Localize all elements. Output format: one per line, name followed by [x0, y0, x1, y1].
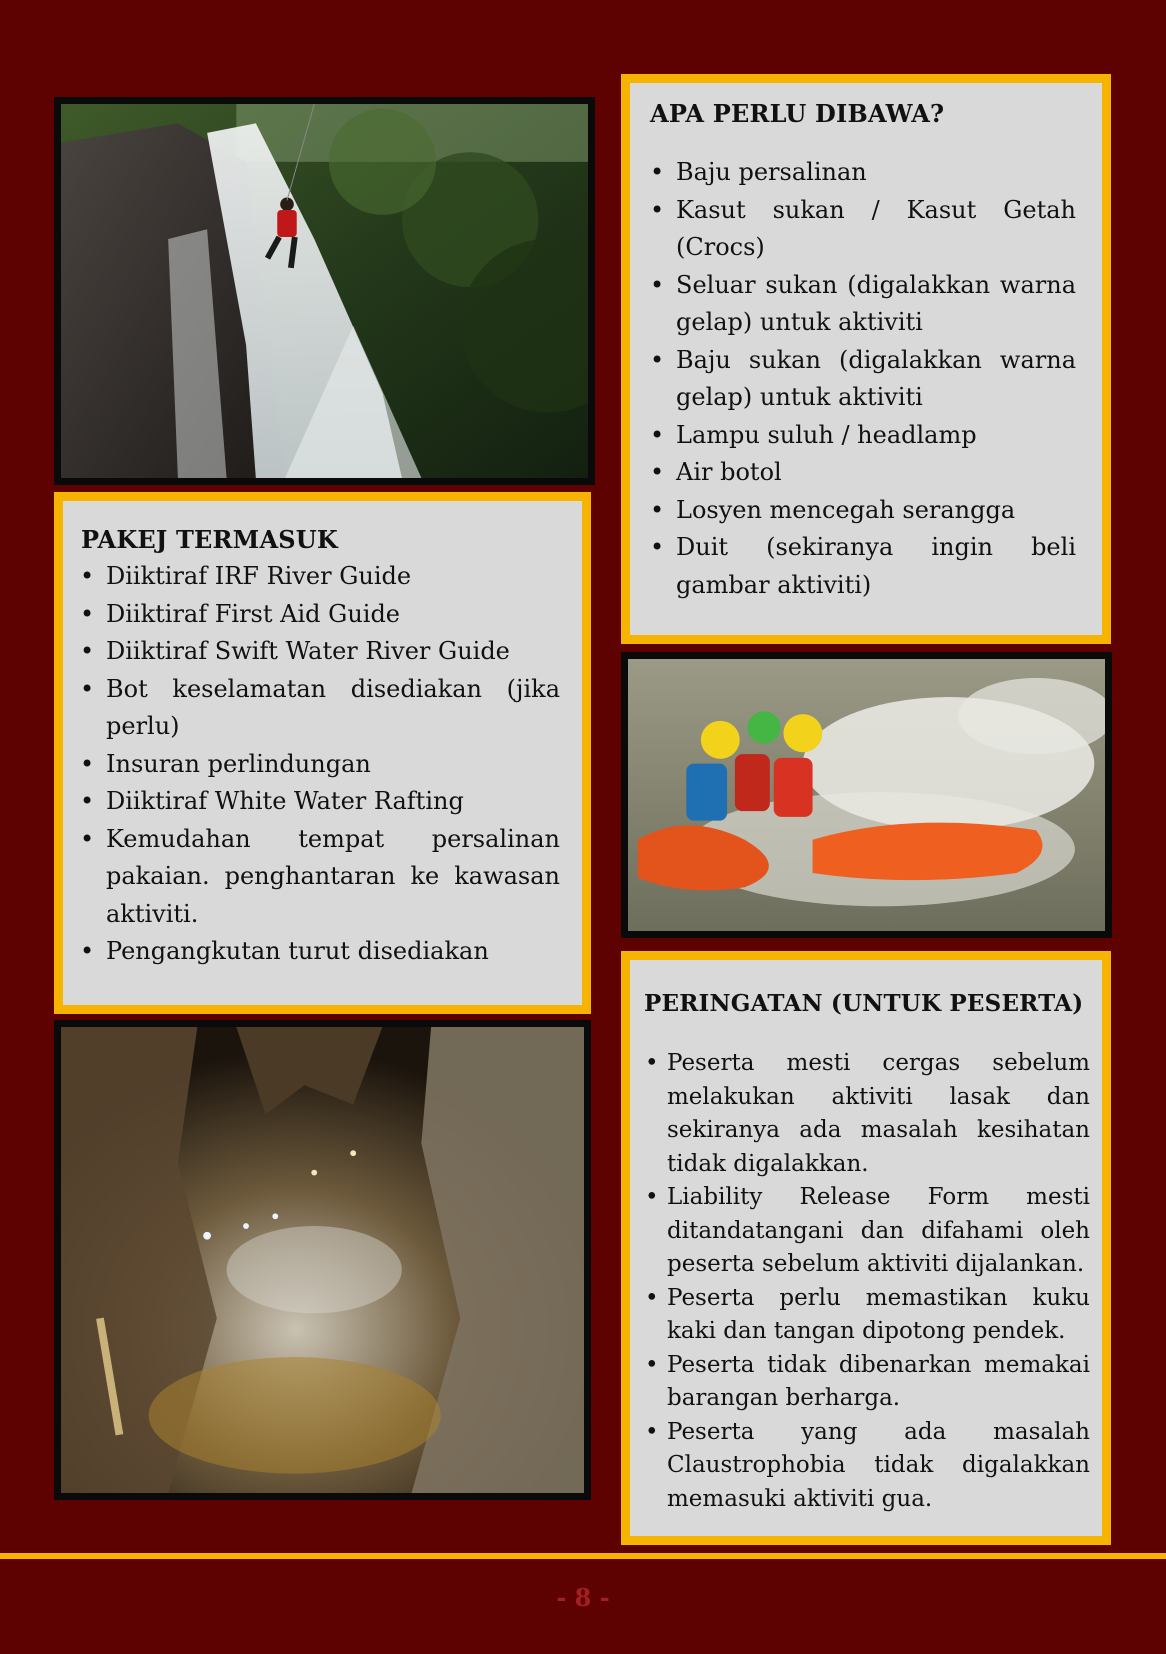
list-item: • Peserta perlu memastikan kuku kaki dan tangan dipotong pendek. [667, 1282, 1090, 1349]
white-water-rafting-photo [621, 652, 1112, 938]
page-number: - 8 - [556, 1583, 610, 1612]
participant-warnings-title: PERINGATAN (UNTUK PESERTA) [644, 990, 1084, 1017]
list-item: • Diiktiraf First Aid Guide [106, 596, 560, 634]
package-includes-box [54, 492, 591, 1014]
list-item: • Lampu suluh / headlamp [676, 417, 1076, 455]
list-item: • Diiktiraf IRF River Guide [106, 558, 560, 596]
list-item: • Diiktiraf White Water Rafting [106, 783, 560, 821]
participant-warnings-list [644, 1047, 1090, 1516]
list-item: • Liability Release Form mesti ditandatangani dan difahami oleh peserta sebelum aktiviti dijalankan. [667, 1181, 1090, 1282]
list-item: • Baju sukan (digalakkan warna gelap) untuk aktiviti [676, 342, 1076, 417]
list-item: • Losyen mencegah serangga [676, 492, 1076, 530]
list-item: • Kasut sukan / Kasut Getah (Crocs) [676, 192, 1076, 267]
list-item: • Duit (sekiranya ingin beli gambar aktiviti) [676, 529, 1076, 604]
package-includes-title: PAKEJ TERMASUK [81, 525, 338, 554]
cave-photo [54, 1020, 591, 1500]
list-item: • Peserta yang ada masalah Claustrophobia tidak digalakkan memasuki aktiviti gua. [667, 1416, 1090, 1517]
list-item: • Bot keselamatan disediakan (jika perlu) [106, 671, 560, 746]
list-item: • Peserta tidak dibenarkan memakai barangan berharga. [667, 1349, 1090, 1416]
list-item: • Insuran perlindungan [106, 746, 560, 784]
footer-divider [0, 1553, 1166, 1559]
items-to-bring-list [650, 154, 1076, 604]
list-item: • Pengangkutan turut disediakan [106, 933, 560, 971]
list-item: • Baju persalinan [676, 154, 1076, 192]
items-to-bring-box [621, 74, 1111, 644]
list-item: • Peserta mesti cergas sebelum melakukan aktiviti lasak dan sekiranya ada masalah kesihatan tidak digalakkan. [667, 1047, 1090, 1181]
list-item: • Diiktiraf Swift Water River Guide [106, 633, 560, 671]
waterfall-abseiling-photo [54, 97, 595, 485]
list-item: • Seluar sukan (digalakkan warna gelap) untuk aktiviti [676, 267, 1076, 342]
participant-warnings-box [621, 951, 1111, 1545]
list-item: • Air botol [676, 454, 1076, 492]
package-includes-list [81, 558, 560, 971]
items-to-bring-title: APA PERLU DIBAWA? [650, 99, 945, 128]
list-item: • Kemudahan tempat persalinan pakaian. penghantaran ke kawasan aktiviti. [106, 821, 560, 934]
